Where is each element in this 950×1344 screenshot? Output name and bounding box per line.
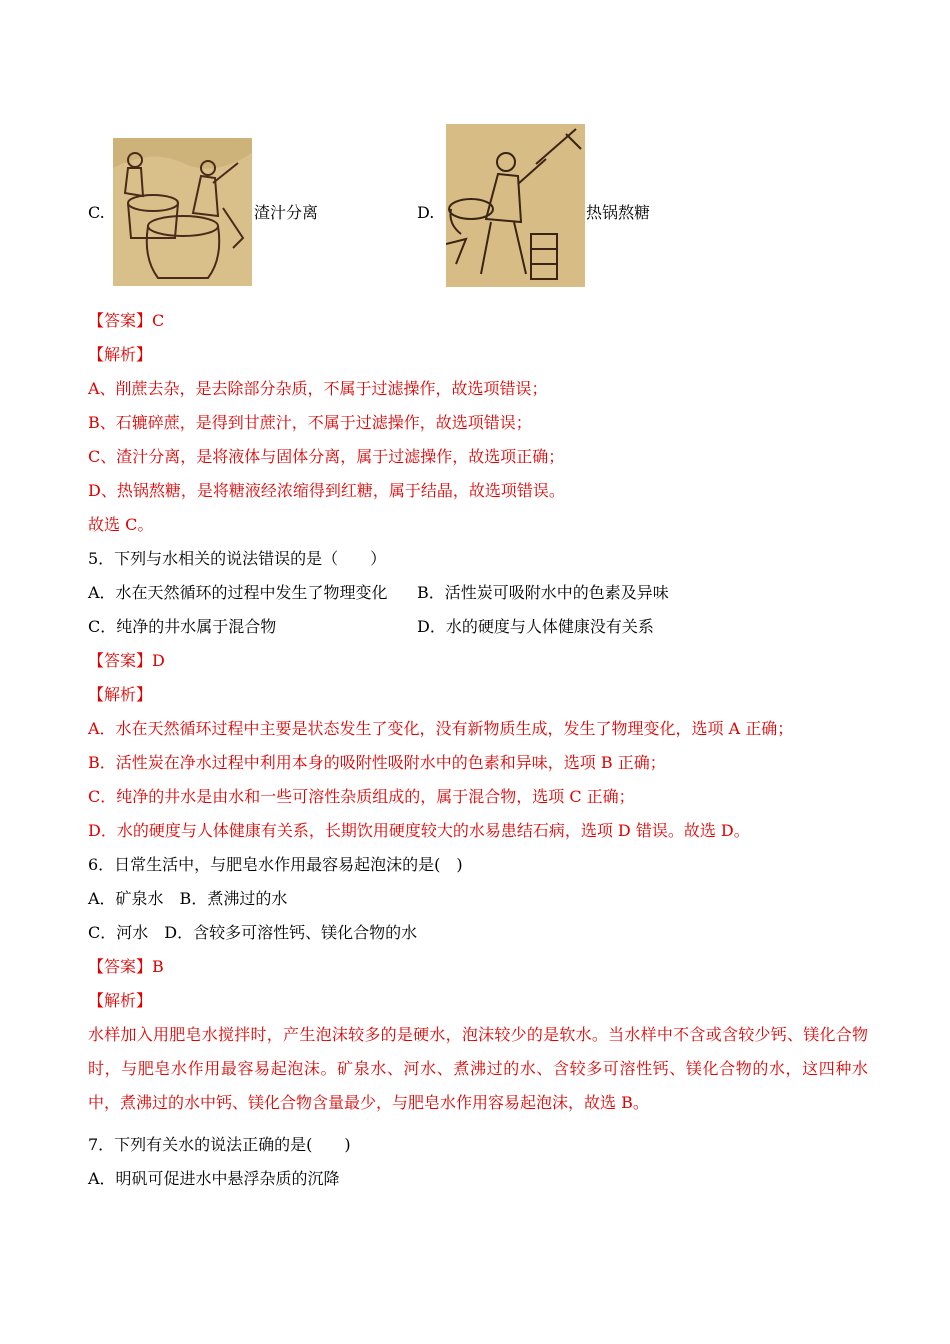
q4-option-d-letter: D. — [417, 203, 435, 222]
q5-analysis-line: D．水的硬度与人体健康有关系，长期饮用硬度较大的水易患结石病，选项 D 错误。故选 D。 — [88, 821, 750, 840]
q7-option-a: A．明矾可促进水中悬浮杂质的沉降 — [88, 1169, 340, 1188]
q4-option-d-illustration — [446, 124, 585, 287]
q4-answer: 【答案】C — [88, 311, 165, 330]
q5-option-a: A．水在天然循环的过程中发生了物理变化 — [88, 583, 388, 602]
q4-option-c-letter: C. — [88, 203, 105, 222]
q5-analysis-label: 【解析】 — [88, 685, 153, 704]
q7-stem: 7．下列有关水的说法正确的是( ) — [88, 1135, 351, 1154]
q6-answer: 【答案】B — [88, 957, 164, 976]
q5-option-b: B．活性炭可吸附水中的色素及异味 — [417, 583, 669, 602]
q5-analysis-line: B．活性炭在净水过程中利用本身的吸附性吸附水中的色素和异味，选项 B 正确； — [88, 753, 666, 772]
q5-stem: 5．下列与水相关的说法错误的是（ ） — [88, 549, 387, 568]
q6-analysis-label: 【解析】 — [88, 991, 153, 1010]
q5-answer: 【答案】D — [88, 651, 165, 670]
q6-stem: 6．日常生活中，与肥皂水作用最容易起泡沫的是( ) — [88, 855, 463, 874]
q4-conclusion: 故选 C。 — [88, 515, 154, 534]
q4-option-c-label: 渣汁分离 — [254, 203, 319, 222]
q5-analysis-line: C．纯净的井水是由水和一些可溶性杂质组成的，属于混合物，选项 C 正确； — [88, 787, 635, 806]
q5-analysis-line: A．水在天然循环过程中主要是状态发生了变化，没有新物质生成，发生了物理变化，选项 A 正确； — [88, 719, 794, 738]
q4-option-c-illustration — [113, 138, 252, 286]
q4-analysis-line: D、热锅熬糖，是将糖液经浓缩得到红糖，属于结晶，故选项错误。 — [88, 481, 565, 500]
q5-option-c: C．纯净的井水属于混合物 — [88, 617, 277, 636]
q4-option-d-label: 热锅熬糖 — [586, 203, 651, 222]
q6-analysis-text: 水样加入用肥皂水搅拌时，产生泡沫较多的是硬水，泡沫较少的是软水。当水样中不含或含较少钙、镁化合物时，与肥皂水作用最容易起泡沫。矿泉水、河水、煮沸过的水、含较多可溶性钙、镁化合物的水，这四种水中，煮沸过的水中钙、镁化合物含量最少，与肥皂水作用容易起泡沫，故选 B。 — [88, 1025, 868, 1112]
q4-analysis-line: B、石辘碎蔗，是得到甘蔗汁，不属于过滤操作，故选项错误； — [88, 413, 532, 432]
q4-analysis-line: C、渣汁分离，是将液体与固体分离，属于过滤操作，故选项正确； — [88, 447, 565, 466]
q6-options-row: C．河水 D．含较多可溶性钙、镁化合物的水 — [88, 923, 418, 942]
q6-options-row: A．矿泉水 B．煮沸过的水 — [88, 889, 288, 908]
q5-option-d: D．水的硬度与人体健康没有关系 — [417, 617, 654, 636]
q4-analysis-label: 【解析】 — [88, 345, 153, 364]
q4-analysis-line: A、削蔗去杂，是去除部分杂质，不属于过滤操作，故选项错误； — [88, 379, 548, 398]
